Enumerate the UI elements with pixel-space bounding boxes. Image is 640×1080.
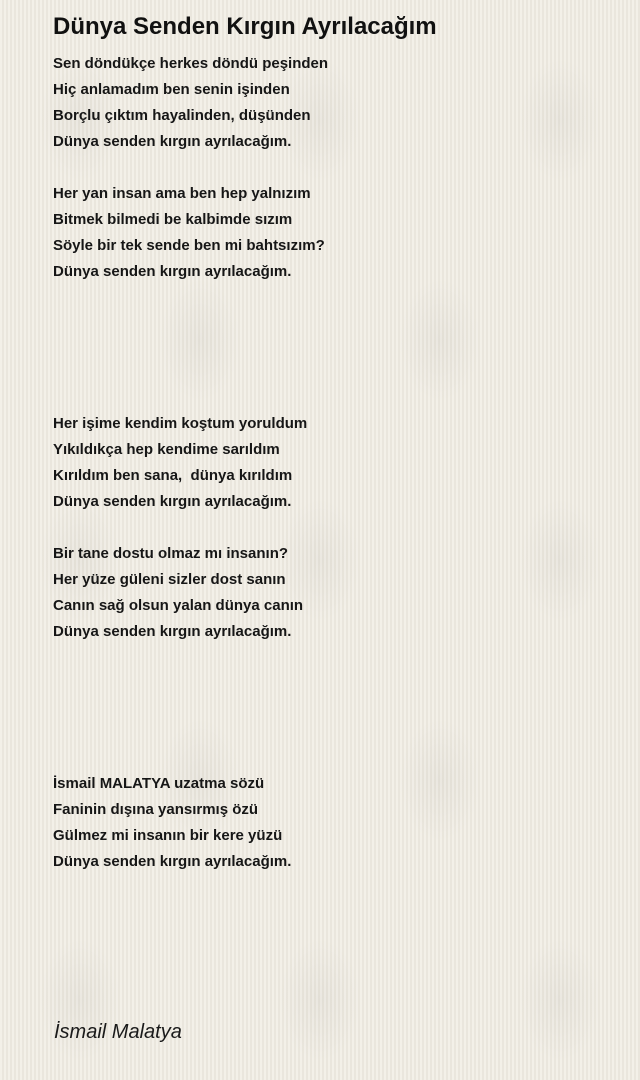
poem-title: Dünya Senden Kırgın Ayrılacağım	[53, 13, 437, 40]
poem-line: İsmail MALATYA uzatma sözü	[53, 775, 265, 792]
poem-line: Kırıldım ben sana, dünya kırıldım	[53, 467, 293, 484]
poem-line: Dünya senden kırgın ayrılacağım.	[53, 623, 292, 640]
poem-line: Her yan insan ama ben hep yalnızım	[53, 185, 311, 202]
stanza-5	[53, 771, 291, 875]
poem-line: Gülmez mi insanın bir kere yüzü	[53, 827, 283, 844]
poem-line: Dünya senden kırgın ayrılacağım.	[53, 853, 292, 870]
poem-line: Bir tane dostu olmaz mı insanın?	[53, 545, 289, 562]
poem-line: Borçlu çıktım hayalinden, düşünden	[53, 107, 311, 124]
poem-line: Dünya senden kırgın ayrılacağım.	[53, 133, 292, 150]
stanza-4	[53, 541, 303, 645]
poem-line: Dünya senden kırgın ayrılacağım.	[53, 263, 292, 280]
stanza-2	[53, 181, 325, 285]
poem-line: Bitmek bilmedi be kalbimde sızım	[53, 211, 293, 228]
stanza-3	[53, 411, 307, 515]
poem-author: İsmail Malatya	[54, 1021, 182, 1043]
poem-line: Her işime kendim koştum yoruldum	[53, 415, 308, 432]
stanza-1	[53, 51, 328, 155]
poem-line: Söyle bir tek sende ben mi bahtsızım?	[53, 237, 325, 254]
poem-line: Dünya senden kırgın ayrılacağım.	[53, 493, 292, 510]
poem-line: Her yüze güleni sizler dost sanın	[53, 571, 286, 588]
poem-line: Canın sağ olsun yalan dünya canın	[53, 597, 304, 614]
poem-line: Sen döndükçe herkes döndü peşinden	[53, 55, 329, 72]
poem-line: Hiç anlamadım ben senin işinden	[53, 81, 290, 98]
poem-line: Yıkıldıkça hep kendime sarıldım	[53, 441, 280, 458]
poem-line: Faninin dışına yansırmış özü	[53, 801, 259, 818]
